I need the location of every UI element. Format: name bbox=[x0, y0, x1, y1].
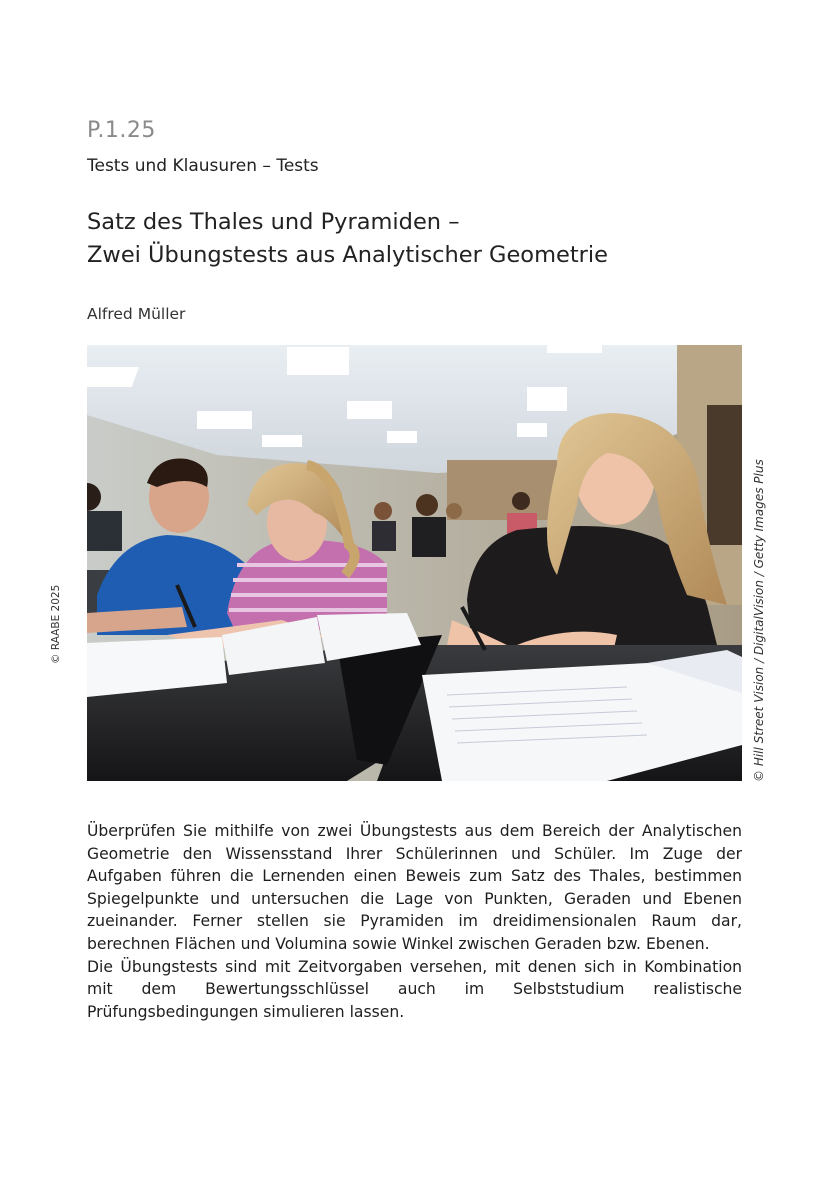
title-line-2: Zwei Übungstests aus Analytischer Geometrie bbox=[87, 242, 608, 268]
material-code: P.1.25 bbox=[87, 118, 156, 143]
description-paragraph-1: Überprüfen Sie mithilfe von zwei Übungstests aus dem Bereich der Analytischen Geometrie den Wissensstand Ihrer Schülerinnen und Schüler. Im Zuge der Aufgaben führen die Lernenden einen Beweis zum Satz des Thales, bestimmen Spiegelpunkte und untersuchen die Lage von Punkten, Geraden und Ebenen zueinander. Ferner stellen sie Pyramiden im dreidimensionalen Raum dar, berechnen Flächen und Volumina sowie Winkel zwischen Geraden bzw. Ebenen. bbox=[87, 822, 742, 953]
photo-credit: © Hill Street Vision / DigitalVision / Getty Images Plus bbox=[752, 459, 766, 782]
description bbox=[87, 820, 742, 1023]
copyright-notice: © RAABE 2025 bbox=[50, 584, 62, 664]
series-title: Tests und Klausuren – Tests bbox=[87, 156, 319, 176]
author: Alfred Müller bbox=[87, 305, 186, 323]
classroom-photo bbox=[87, 345, 742, 781]
description-paragraph-2: Die Übungstests sind mit Zeitvorgaben versehen, mit denen sich in Kombination mit dem Bewertungsschlüssel auch im Selbststudium realistische Prüfungsbedingungen simulieren lassen. bbox=[87, 957, 742, 1021]
page-title bbox=[87, 206, 608, 272]
title-line-1: Satz des Thales und Pyramiden – bbox=[87, 209, 460, 235]
